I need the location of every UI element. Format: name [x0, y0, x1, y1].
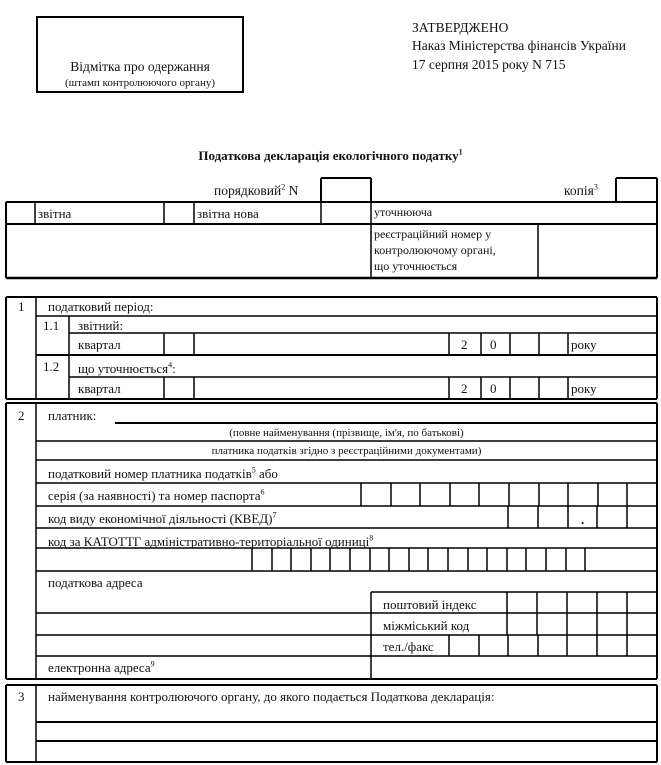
email-label-text: електронна адреса — [48, 660, 151, 675]
katottg-cell[interactable] — [567, 549, 584, 570]
type-clarifying-label: уточнююча — [374, 205, 433, 219]
phone-cell[interactable] — [509, 636, 537, 655]
reg-number-label-3: що уточнюється — [374, 259, 458, 273]
katottg-cell[interactable] — [312, 549, 329, 570]
katottg-cell[interactable] — [429, 549, 447, 570]
footnote-marker: 6 — [260, 487, 265, 497]
intercity-cell[interactable] — [598, 614, 626, 634]
kved-separator: . — [581, 512, 585, 527]
section1-title: податковий період: — [48, 299, 154, 314]
copy-label-text: копія — [564, 183, 594, 198]
postal-cell[interactable] — [598, 593, 626, 612]
payer-hint-1: (повне найменування (прізвище, ім'я, по батькові) — [229, 427, 464, 439]
katottg-cell[interactable] — [351, 549, 369, 570]
intercity-cell[interactable] — [568, 614, 596, 634]
phone-cell[interactable] — [480, 636, 507, 655]
footnote-marker: 9 — [150, 659, 155, 669]
tax-address-input-3[interactable] — [36, 635, 371, 655]
kved-label-text: код виду економічної діяльності (КВЕД) — [48, 511, 273, 526]
katottg-cell[interactable] — [547, 549, 565, 570]
approval-line1: ЗАТВЕРДЖЕНО — [412, 20, 509, 35]
section1-1-year-digit-4[interactable] — [540, 333, 567, 353]
phone-cell[interactable] — [539, 636, 566, 655]
kved-cell[interactable] — [598, 507, 626, 527]
serial-label-text: порядковий — [214, 183, 282, 198]
type-report-label: звітна — [38, 206, 72, 221]
katottg-cell[interactable] — [449, 549, 467, 570]
section3-number: 3 — [18, 689, 25, 704]
section1-1-year-label: року — [571, 337, 597, 352]
katottg-label-text: код за КАТОТТГ адміністративно-територіальної одиниці — [48, 534, 370, 549]
section1-1-quarter-label: квартал — [78, 337, 121, 352]
section3-label: найменування контролюючого органу, до якого подається Податкова декларація: — [48, 689, 495, 704]
section1-1-year-digit-2: 0 — [490, 337, 497, 352]
phone-fax-label: тел./факс — [383, 639, 434, 654]
payer-hint-2: платника податків згідно з реєстраційними документами) — [211, 445, 482, 457]
intercity-code-label: міжміський код — [383, 618, 470, 633]
katottg-cell[interactable] — [292, 549, 310, 570]
phone-cell[interactable] — [598, 636, 626, 655]
payer-name-input[interactable] — [115, 405, 657, 423]
checkbox-report[interactable] — [8, 203, 34, 223]
katottg-cell[interactable] — [508, 549, 525, 570]
tax-address-label: податкова адреса — [48, 575, 143, 590]
serial-number-label — [214, 183, 298, 198]
kved-cell[interactable] — [509, 507, 537, 527]
section1-1-label: звітний: — [78, 318, 124, 333]
section1-2-year-digit-1: 2 — [461, 381, 468, 396]
footnote-marker: 5 — [251, 465, 256, 475]
kved-label — [48, 511, 276, 526]
serial-number-input[interactable] — [322, 179, 371, 201]
tax-number-label-text: податковий номер платника податків — [48, 466, 252, 481]
section1-2-year-digit-2: 0 — [490, 381, 497, 396]
copy-label — [564, 183, 598, 198]
section1-1-number: 1.1 — [43, 318, 60, 333]
approval-line2: Наказ Міністерства фінансів України — [412, 38, 626, 53]
passport-label-text: серія (за наявності) та номер паспорта — [48, 488, 261, 503]
postal-cell[interactable] — [538, 593, 566, 612]
approval-line3: 17 серпня 2015 року N 715 — [412, 57, 566, 72]
reg-number-input[interactable] — [539, 225, 657, 275]
passport-cell[interactable] — [362, 484, 390, 505]
copy-number-input[interactable] — [617, 179, 657, 201]
section1-1-year-digit-3[interactable] — [511, 333, 538, 353]
email-input[interactable] — [372, 657, 657, 677]
postal-code-label: поштовий індекс — [383, 597, 477, 612]
type-report-new-label: звітна нова — [197, 206, 259, 221]
footnote-marker: 7 — [272, 510, 277, 520]
label-colon: : — [172, 361, 176, 376]
stamp-title: Відмітка про одержання — [70, 59, 210, 74]
section1-2-label-text: що уточнюється — [78, 361, 169, 376]
form-title-text: Податкова декларація екологічного податку — [198, 148, 459, 163]
section1-2-year-digit-3[interactable] — [511, 377, 538, 397]
section1-2-number: 1.2 — [43, 359, 60, 374]
tax-address-input-2[interactable] — [36, 614, 371, 634]
passport-cell[interactable] — [569, 484, 597, 505]
passport-cell[interactable] — [510, 484, 538, 505]
checkbox-clarifying[interactable] — [322, 203, 371, 223]
passport-cell[interactable] — [628, 484, 656, 505]
passport-cell[interactable] — [480, 484, 508, 505]
passport-cell[interactable] — [540, 484, 567, 505]
section1-2-year-label: року — [571, 381, 597, 396]
passport-cell[interactable] — [599, 484, 626, 505]
katottg-cell[interactable] — [390, 549, 408, 570]
phone-cell[interactable] — [568, 636, 596, 655]
section2-number: 2 — [18, 408, 25, 423]
reg-number-label-1: реєстраційний номер у — [374, 227, 492, 241]
stamp-subtitle: (штамп контролюючого органу) — [65, 77, 215, 89]
footnote-marker: 8 — [369, 533, 374, 543]
phone-cell[interactable] — [450, 636, 478, 655]
katottg-cell[interactable] — [586, 549, 656, 570]
passport-cell[interactable] — [392, 484, 419, 505]
tax-number-suffix: або — [255, 466, 278, 481]
intercity-cell[interactable] — [538, 614, 566, 634]
control-body-input-1[interactable] — [36, 724, 657, 740]
section1-2-year-digit-4[interactable] — [540, 377, 567, 397]
footnote-marker: 3 — [593, 182, 598, 192]
section1-1-quarter-input[interactable] — [165, 333, 193, 353]
section1-2-quarter-input[interactable] — [165, 377, 193, 397]
email-label — [48, 660, 155, 675]
tax-address-input-1[interactable] — [36, 593, 371, 613]
footnote-marker: 4 — [168, 360, 173, 370]
control-body-input-2[interactable] — [36, 742, 657, 759]
checkbox-report-new[interactable] — [165, 203, 193, 223]
katottg-cell[interactable] — [331, 549, 349, 570]
reg-number-label-2: контролюючому органі, — [374, 243, 496, 257]
katottg-cell[interactable] — [273, 549, 290, 570]
postal-cell[interactable] — [508, 593, 536, 612]
payer-label: платник: — [48, 408, 97, 423]
katottg-label — [48, 534, 373, 549]
katottg-cell[interactable] — [410, 549, 427, 570]
section1-2-quarter-label: квартал — [78, 381, 121, 396]
postal-cell[interactable] — [628, 593, 656, 612]
section1-number: 1 — [18, 299, 25, 314]
katottg-cell[interactable] — [253, 549, 271, 570]
kved-cell[interactable] — [628, 507, 656, 527]
katottg-cell[interactable] — [488, 549, 506, 570]
section1-2-field[interactable] — [195, 377, 448, 397]
katottg-cell[interactable] — [527, 549, 545, 570]
katottg-cell[interactable] — [469, 549, 486, 570]
section1-1-year-digit-1: 2 — [461, 337, 468, 352]
footnote-marker: 2 — [281, 182, 286, 192]
intercity-cell[interactable] — [508, 614, 536, 634]
katottg-cell[interactable] — [371, 549, 388, 570]
phone-cell[interactable] — [628, 636, 656, 655]
section1-1-field[interactable] — [195, 333, 448, 353]
passport-label — [48, 488, 265, 503]
kved-cell[interactable] — [539, 507, 567, 527]
serial-suffix: N — [288, 183, 299, 198]
section1-2-label — [78, 361, 176, 376]
tax-number-label — [48, 466, 278, 481]
passport-cell[interactable] — [421, 484, 449, 505]
passport-cell[interactable] — [451, 484, 478, 505]
intercity-cell[interactable] — [628, 614, 656, 634]
postal-cell[interactable] — [568, 593, 596, 612]
footnote-marker: 1 — [458, 147, 463, 157]
